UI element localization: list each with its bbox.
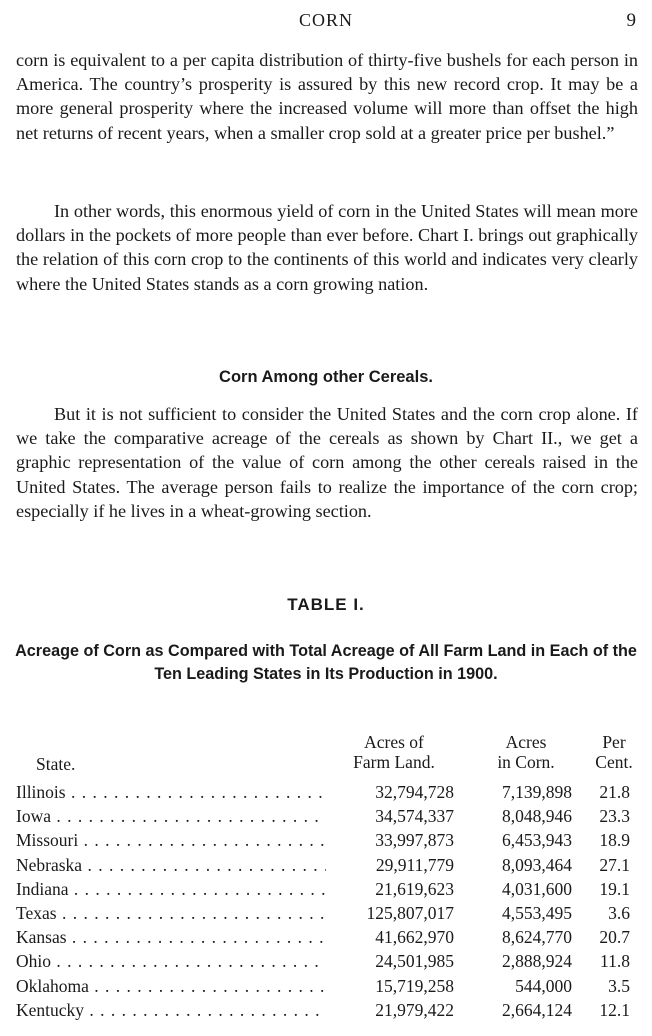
header-percent — [588, 732, 640, 772]
farm-land-cell: 15,719,258 — [326, 974, 454, 998]
table-header-row — [16, 732, 642, 780]
header-farm-land-line-1: Acres of — [364, 732, 424, 752]
header-percent-line-2: Cent. — [595, 752, 633, 772]
farm-land-cell: 34,574,337 — [326, 804, 454, 828]
table-caption: Acreage of Corn as Compared with Total Acreage of All Farm Land in Each of the Ten Leading States in Its Production in 1900. — [15, 642, 637, 683]
header-corn-line-2: in Corn. — [497, 752, 555, 772]
header-corn-line-1: Acres — [505, 732, 547, 752]
percent-cell: 18.9 — [599, 830, 630, 851]
table-row — [16, 974, 642, 998]
corn-acres-cell: 8,093,464 — [502, 854, 572, 875]
state-cell: Ohio . . . — [16, 949, 332, 973]
farm-land-cell: 41,662,970 — [326, 925, 454, 949]
header-state: State. — [36, 754, 76, 774]
corn-acres-cell: 544,000 — [515, 975, 572, 996]
percent-cell: 20.7 — [599, 927, 630, 948]
table-title: TABLE I. — [287, 595, 365, 614]
table-row — [16, 804, 642, 828]
table-row — [16, 901, 642, 925]
state-cell: Iowa . . . — [16, 804, 332, 828]
percent-cell: 3.5 — [608, 975, 630, 996]
corn-acres-cell: 2,888,924 — [502, 951, 572, 972]
state-cell: Kansas . . . — [16, 925, 332, 949]
header-corn — [466, 732, 586, 772]
farm-land-cell: 24,501,985 — [326, 949, 454, 973]
farm-land-cell: 29,911,779 — [326, 853, 454, 877]
header-farm-land — [328, 732, 460, 772]
state-cell: Nebraska . . . — [16, 853, 332, 877]
table-row — [16, 925, 642, 949]
farm-land-cell: 21,979,422 — [326, 998, 454, 1022]
table-row — [16, 877, 642, 901]
percent-cell: 3.6 — [608, 902, 630, 923]
header-percent-line-1: Per — [602, 732, 626, 752]
table-row — [16, 828, 642, 852]
corn-acres-cell: 8,624,770 — [502, 927, 572, 948]
table-row — [16, 998, 642, 1022]
acreage-table — [16, 732, 642, 1022]
header-farm-land-line-2: Farm Land. — [353, 752, 435, 772]
farm-land-cell: 125,807,017 — [326, 901, 454, 925]
state-cell: Oklahoma . . . — [16, 974, 332, 998]
state-cell: Texas . . . — [16, 901, 332, 925]
farm-land-cell: 32,794,728 — [326, 780, 454, 804]
percent-cell: 27.1 — [599, 854, 630, 875]
section-heading: Corn Among other Cereals. — [219, 368, 433, 386]
percent-cell: 12.1 — [599, 999, 630, 1020]
corn-acres-cell: 4,553,495 — [502, 902, 572, 923]
farm-land-cell: 21,619,623 — [326, 877, 454, 901]
percent-cell: 19.1 — [599, 878, 630, 899]
state-cell: Illinois . . . — [16, 780, 332, 804]
corn-acres-cell: 8,048,946 — [502, 806, 572, 827]
table-row — [16, 780, 642, 804]
state-cell: Missouri . . . — [16, 828, 332, 852]
percent-cell: 23.3 — [599, 806, 630, 827]
paragraph-continuation: corn is equivalent to a per capita distribution of thirty-five bushels for each person in America. The country’s prosperity is assured by this new record crop. It may be a more general prosperity where the increased volume will more than offset the high net returns of recent years, when a smaller crop sold at a greater price per bushel.” — [16, 50, 638, 143]
page-number: 9 — [626, 10, 636, 31]
corn-acres-cell: 6,453,943 — [502, 830, 572, 851]
table-row — [16, 949, 642, 973]
paragraph-other-words: In other words, this enormous yield of corn in the United States will mean more dollars in the pockets of more people than ever before. Chart I. brings out graphically the relation of this corn crop to the continents of this world and indicates very clearly where the United States stands as a corn growing nation. — [16, 201, 638, 294]
corn-acres-cell: 7,139,898 — [502, 782, 572, 802]
running-title: CORN — [298, 10, 353, 30]
state-cell: Kentucky . . . — [16, 998, 332, 1022]
running-head — [0, 8, 652, 34]
paragraph-cereals: But it is not sufficient to consider the United States and the corn crop alone. If we take the comparative acreage of the cereals as shown by Chart II., we get a graphic representation of the value of corn among the other cereals raised in the United States. The average person fails to realize the importance of the corn crop; especially if he lives in a wheat-growing section. — [16, 404, 638, 521]
percent-cell: 21.8 — [599, 782, 630, 802]
corn-acres-cell: 4,031,600 — [502, 878, 572, 899]
corn-acres-cell: 2,664,124 — [502, 999, 572, 1020]
state-cell: Indiana . . . — [16, 877, 332, 901]
farm-land-cell: 33,997,873 — [326, 828, 454, 852]
percent-cell: 11.8 — [600, 951, 630, 972]
table-row — [16, 853, 642, 877]
